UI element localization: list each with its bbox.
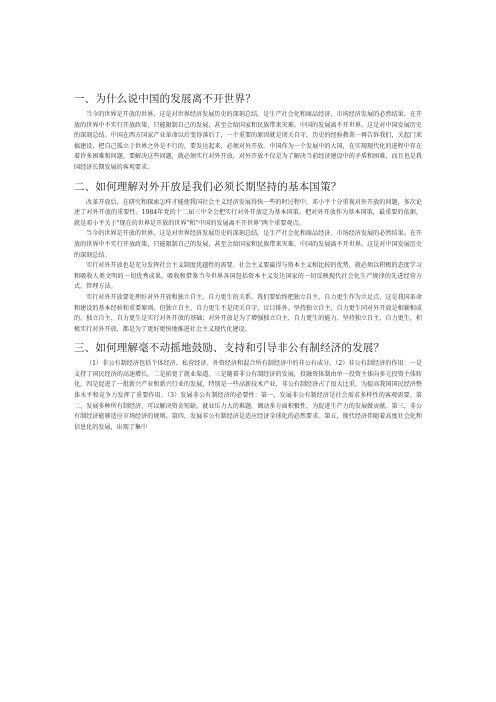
section-1-paragraph-1: 当今的世界是开放的世界，这是对世界经济发展历史的深刻总结，是生产社会化和商品经济、市场经济发展的必然结果。在开放的世界中不实行开放政策，只能限制自己的发展，甚至会给国家和民族带来灾难。中国的发展离不开世界。这是对中国发展历史的深刻总结。中国在西方国家产业革命以后变得落后了，一个重要的原因就是闭关自守。历史的经验教训一再告诉我们，关起门来搞建设，把自己孤立于世界之外是不行的，要发达起来，必须对外开放。中国作为一个发展中的大国，在实现现代化的进程中存在着许多困难和问题，要解决这些问题，就必须实行对外开放，对外开放不仅是为了解决当前经济建设中的矛盾和困难，而且也是我国经济长期发展的客观要求。 (74, 111, 422, 171)
section-1-heading: 一、为什么说中国的发展离不开世界？ (74, 93, 256, 105)
section-2-paragraph-4: 实行对外开放要处理好对外开放和独立自主、自力更生的关系。我们要始终把独立自主、自力更生作为立足点，这是我国革命和建设的基本经验和重要原则。但独立自主、自力更生不是闭关自守、盲目排外。坚持独立自主、自力更生同对外开放是相辅相成的。独立自主、自力更生是实行对外开放的基础；对外开放是为了增强独立自主、自力更生的能力。坚持独立自主、自力更生，积极实行对外开放，都是为了更好更快地推进社会主义现代化建设。 (74, 293, 422, 333)
section-2-paragraph-1: 改革开放后，在研究和探索怎样才能使我国社会主义经济发展得快一些的时过程中，邓小平十分重视对外开放的问题，多次论述了对外开放的重要性。1984年党的十二届三中全会把实行对外开放定为基本国策。把对外开放作为基本国策，最重要的依据，就是邓小平关于"现在的世界是开放的世界"和"中国的发展离不开世界"两个重要观点。 (74, 198, 422, 227)
section-3-paragraph-1: （1）非公有制经济包括个体经济、私营经济、外资经济和混合所有制经济中的非公有成分。（2）非公有制经济的作用：一是支持了国民经济的高速增长。二是拓宽了就业渠道。三是随着非公有制经济的发展，投融资体制由单一投资主体向多元投资主体转化。四是促进了一批新兴产业和新兴行业的发展，特别是一些高新技术产业，非公有制经济占了很大比重，为提高我国国民经济整体水平和竞争力发挥了重要作用。（3）发展非公有制经济的必要性：第一，发展非公有制经济是社会需求多样性的客观需要。第二，发展多种所有制经济，可以解决资金短缺、就业压力大的难题，调动多方面积极性，为促进生产力的发展做贡献。第三，非公有制经济能够适应市场经济的规则。第四，发展非公有制经济是适应经济全球化的必然要求。第五，现代经济伴随着高度社会化和信息化的发展，出现了集中 (74, 360, 422, 431)
section-2-heading: 二、如何理解对外开放是我们必须长期坚持的基本国策？ (74, 180, 342, 193)
section-3-heading: 三、如何理解毫不动摇地鼓励、支持和引导非公有制经济的发展？ (74, 342, 385, 355)
section-2-paragraph-3: 实行对外开放也是充分发挥社会主义制度优越性的需要。社会主义要赢得与资本主义相比较的优势，就必须以积极的态度学习和吸收人类文明的一切优秀成果，吸收和借鉴当今世界各国包括资本主义发达国家的一切反映现代社会化生产规律的先进经营方式、管理方法。 (74, 262, 422, 291)
section-2-paragraph-2: 当今的世界是开放的世界，这是对世界经济发展历史的深刻总结，是生产社会化和商品经济、市场经济发展的必然结果。在开放的世界中不实行开放政策，只能限制自己的发展，甚至会给国家和民族带来灾难。中国的发展离不开世界。这是对中国发展历史的深刻总结。 (74, 230, 422, 259)
